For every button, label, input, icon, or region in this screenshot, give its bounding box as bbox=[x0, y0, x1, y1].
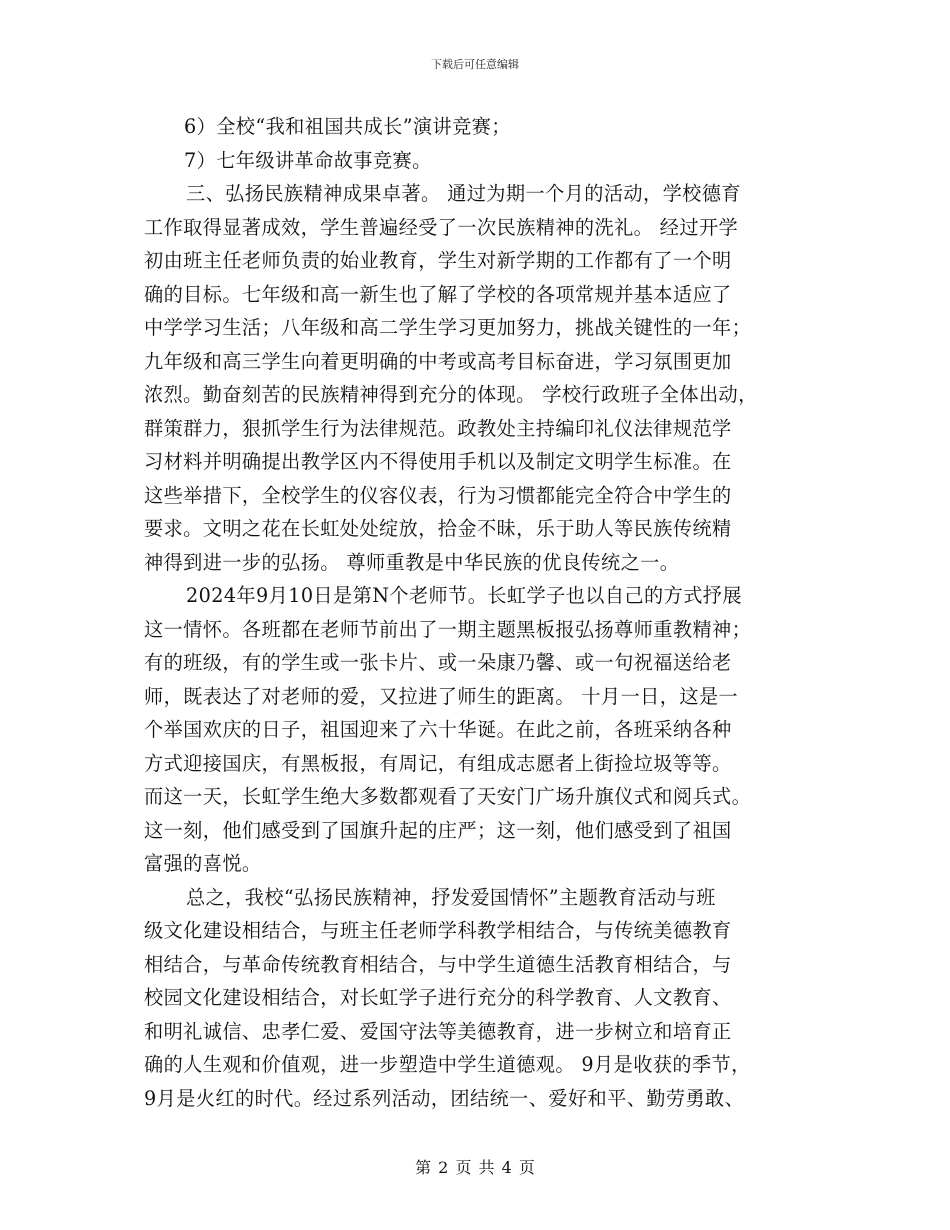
page-header: 下载后可任意编辑 bbox=[431, 58, 519, 71]
paragraph-line: 这一情怀。各班都在老师节前出了一期主题黑板报弘扬尊师重教精神； bbox=[144, 617, 752, 641]
paragraph-line: 神得到进一步的弘扬。 尊师重教是中华民族的优良传统之一。 bbox=[144, 550, 680, 574]
paragraph-line: 群策群力，狠抓学生行为法律规范。政教处主持编印礼仪法律规范学 bbox=[144, 416, 732, 440]
paragraph-line: 三、弘扬民族精神成果卓著。 通过为期一个月的活动，学校德育 bbox=[186, 182, 741, 205]
paragraph-line: 2024年9月10日是第N个老师节。长虹学子也以自己的方式抒展 bbox=[186, 584, 742, 607]
paragraph-line: 要求。文明之花在长虹处处绽放，拾金不昧，乐于助人等民族传统精 bbox=[144, 517, 732, 540]
paragraph-line: 相结合，与革命传统教育相结合，与中学生道德生活教育相结合，与 bbox=[144, 952, 732, 976]
document-body bbox=[144, 110, 810, 1115]
paragraph-line: 和明礼诚信、忠孝仁爱、爱国守法等美德教育，进一步树立和培育正 bbox=[144, 1019, 732, 1043]
paragraph-line: 中学学习生活；八年级和高二学生学习更加努力，挑战关键性的一年； bbox=[144, 316, 752, 339]
paragraph-line: 方式迎接国庆，有黑板报，有周记，有组成志愿者上街捡垃圾等等。 bbox=[144, 751, 732, 775]
paragraph-line: 九年级和高三学生向着更明确的中考或高考目标奋进，学习氛围更加 bbox=[144, 349, 732, 373]
paragraph-line: 校园文化建设相结合，对长虹学子进行充分的科学教育、人文教育、 bbox=[144, 986, 732, 1009]
paragraph-line: 确的人生观和价值观，进一步塑造中学生道德观。 9月是收获的季节， bbox=[144, 1053, 751, 1076]
paragraph-line: 9月是火红的时代。经过系列活动，团结统一、爱好和平、勤劳勇敢、 bbox=[144, 1086, 745, 1110]
paragraph-line: 总之，我校“弘扬民族精神，抒发爱国情怀”主题教育活动与班 bbox=[186, 885, 716, 909]
paragraph-line: 7）七年级讲革命故事竞赛。 bbox=[184, 148, 432, 172]
paragraph-line: 富强的喜悦。 bbox=[144, 852, 262, 875]
paragraph-line: 这一刻，他们感受到了国旗升起的庄严；这一刻，他们感受到了祖国 bbox=[144, 818, 732, 842]
paragraph-line: 级文化建设相结合，与班主任老师学科教学相结合，与传统美德教育 bbox=[144, 919, 732, 942]
paragraph-line: 有的班级，有的学生或一张卡片、或一朵康乃馨、或一句祝福送给老 bbox=[144, 651, 732, 674]
paragraph-line: 师，既表达了对老师的爱，又拉进了师生的距离。 十月一日，这是一 bbox=[144, 684, 739, 708]
paragraph-line: 浓烈。勤奋刻苦的民族精神得到充分的体现。 学校行政班子全体出动， bbox=[144, 383, 758, 406]
paragraph-line: 6）全校“我和祖国共成长”演讲竞赛； bbox=[184, 115, 511, 138]
paragraph-line: 个举国欢庆的日子，祖国迎来了六十华诞。在此之前，各班采纳各种 bbox=[144, 718, 732, 741]
paragraph-line: 习材料并明确提出教学区内不得使用手机以及制定文明学生标准。在 bbox=[144, 450, 732, 473]
paragraph-line: 工作取得显著成效，学生普遍经受了一次民族精神的洗礼。 经过开学 bbox=[144, 215, 739, 239]
page-footer: 第 2 页 共 4 页 bbox=[415, 1158, 535, 1177]
paragraph-line: 这些举措下，全校学生的仪容仪表，行为习惯都能完全符合中学生的 bbox=[144, 483, 732, 507]
paragraph-line: 初由班主任老师负责的始业教育，学生对新学期的工作都有了一个明 bbox=[144, 249, 732, 272]
paragraph-line: 确的目标。七年级和高一新生也了解了学校的各项常规并基本适应了 bbox=[144, 282, 732, 306]
paragraph-line: 而这一天，长虹学生绝大多数都观看了天安门广场升旗仪式和阅兵式。 bbox=[144, 785, 752, 808]
